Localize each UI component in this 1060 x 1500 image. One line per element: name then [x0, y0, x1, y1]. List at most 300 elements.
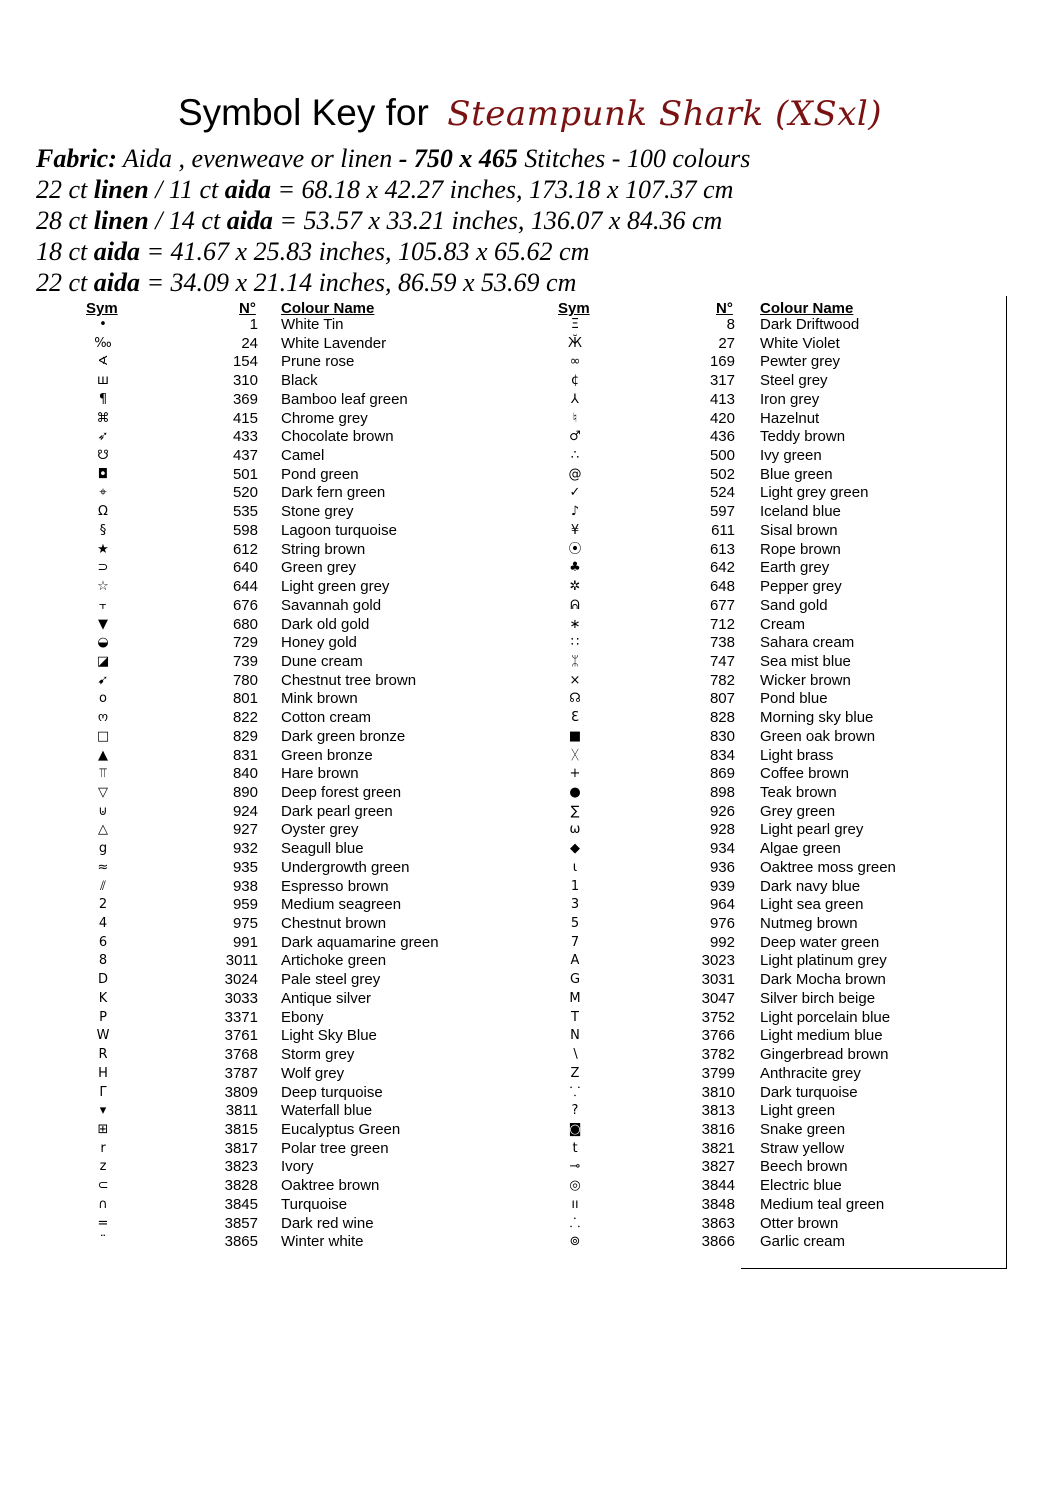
symbol-glyph: ∗: [569, 616, 581, 632]
colour-number: 939: [709, 877, 735, 895]
symbol-glyph: ➹: [97, 672, 109, 688]
symbol-glyph: ⌖: [99, 485, 107, 501]
symbol-glyph: ⸪: [569, 1084, 581, 1100]
colour-name: Iron grey: [760, 390, 820, 408]
symbol-glyph: ⫟: [99, 597, 107, 613]
symbol-glyph: •: [99, 317, 107, 332]
table-row: [0, 634, 1000, 653]
symbol-glyph: ☆: [97, 579, 109, 595]
colour-name: Dark turquoise: [760, 1083, 858, 1101]
symbol-glyph: ♮: [572, 410, 578, 426]
colour-number: 535: [232, 503, 258, 521]
symbol-glyph: z: [99, 1159, 107, 1175]
symbol-glyph: ⊃: [97, 560, 109, 576]
symbol-glyph: ▼: [98, 616, 108, 632]
symbol-glyph: ∷: [570, 635, 580, 651]
colour-name: Pewter grey: [760, 353, 841, 371]
symbol-glyph: ᛯ: [571, 653, 579, 669]
colour-number: 938: [232, 877, 258, 895]
spec-line: [36, 236, 1036, 267]
colour-number: 829: [232, 727, 258, 745]
spec-text: / 11 ct: [148, 175, 225, 204]
colour-number: 831: [232, 746, 258, 764]
spec-line: [36, 174, 1036, 205]
colour-number: 3047: [701, 989, 735, 1007]
spec-text: 22 ct: [36, 175, 94, 204]
colour-name: Chrome grey: [281, 409, 368, 427]
colour-number: 3024: [224, 971, 258, 989]
colour-number: 3813: [701, 1102, 735, 1120]
colour-name: Wolf grey: [281, 1064, 345, 1082]
colour-name: Dark aquamarine green: [281, 933, 439, 951]
pattern-name: Steampunk Shark (XSxl): [447, 94, 883, 134]
table-row: [0, 1215, 1000, 1234]
colour-number: 611: [711, 521, 735, 539]
colour-name: Medium seagreen: [281, 896, 402, 914]
colour-number: 613: [709, 540, 735, 558]
symbol-glyph: ∴: [570, 448, 580, 464]
table-row: [0, 784, 1000, 803]
symbol-glyph: 8: [98, 953, 108, 969]
colour-name: Oaktree brown: [281, 1177, 380, 1195]
table-row: [0, 690, 1000, 709]
colour-number: 924: [232, 802, 258, 820]
colour-number: 927: [232, 821, 258, 839]
spec-line: [36, 267, 1036, 298]
colour-number: 500: [709, 447, 735, 465]
colour-number: 729: [232, 634, 258, 652]
table-row: [0, 1196, 1000, 1215]
colour-number: 680: [232, 615, 258, 633]
colour-number: 24: [241, 334, 258, 352]
spec-text: = 53.57 x 33.21 inches, 136.07 x 84.36 cm: [272, 206, 723, 235]
colour-name: Artichoke green: [281, 952, 387, 970]
colour-name: Dark navy blue: [760, 877, 861, 895]
colour-number: 598: [232, 521, 258, 539]
table-row: [0, 541, 1000, 560]
colour-number: 959: [232, 896, 258, 914]
colour-name: Sahara cream: [760, 634, 855, 652]
sym-header-left: Sym: [86, 300, 118, 317]
table-row: [0, 878, 1000, 897]
colour-name: Light Sky Blue: [281, 1027, 377, 1045]
symbol-glyph: ◘: [97, 466, 109, 482]
spec-text: 22 ct: [36, 268, 94, 297]
colour-name: Dark fern green: [281, 484, 386, 502]
table-row: [0, 934, 1000, 953]
colour-name: Lagoon turquoise: [281, 521, 397, 539]
symbol-glyph: ≈: [97, 859, 109, 875]
colour-number: 934: [709, 840, 735, 858]
colour-name: Garlic cream: [760, 1233, 846, 1251]
table-row: [0, 803, 1000, 822]
colour-number: 3844: [701, 1177, 735, 1195]
symbol-glyph: ●: [569, 785, 581, 800]
symbol-glyph: △: [98, 822, 108, 838]
symbol-glyph: ⅄: [571, 391, 579, 407]
table-row: [0, 372, 1000, 391]
symbol-glyph: 2: [98, 897, 108, 913]
table-row: [0, 1158, 1000, 1177]
symbol-glyph: ⊍: [98, 803, 108, 819]
colour-number: 1: [249, 316, 258, 333]
page-title: [0, 92, 1060, 134]
colour-number: 3865: [224, 1233, 258, 1251]
spec-text: aida: [93, 237, 140, 266]
symbol-glyph: ☋: [97, 448, 109, 464]
colour-number: 3848: [701, 1195, 735, 1213]
colour-number: 642: [709, 559, 735, 577]
colour-name: Winter white: [281, 1233, 364, 1251]
colour-name: Nutmeg brown: [760, 915, 858, 933]
colour-name: Light pearl grey: [760, 821, 864, 839]
colour-number: 3810: [701, 1083, 735, 1101]
colour-name: White Violet: [760, 334, 840, 352]
symbol-glyph: Ξ: [570, 317, 580, 332]
colour-number: 3799: [701, 1064, 735, 1082]
symbol-glyph: ◎: [569, 1178, 581, 1194]
colour-name: Stone grey: [281, 503, 354, 521]
symbol-glyph: =: [97, 1215, 109, 1231]
colour-number: 992: [709, 933, 735, 951]
spec-text: Aida , evenweave or linen: [116, 144, 399, 173]
colour-number: 976: [709, 915, 735, 933]
colour-name: Pale steel grey: [281, 971, 381, 989]
colour-name: Oaktree moss green: [760, 858, 896, 876]
symbol-glyph: ო: [97, 710, 109, 726]
symbol-glyph: ★: [97, 541, 109, 557]
colour-name: Light sea green: [760, 896, 864, 914]
colour-number: 433: [232, 428, 258, 446]
symbol-glyph: K: [98, 990, 108, 1006]
colour-number: 369: [232, 390, 258, 408]
symbol-glyph: o: [99, 691, 107, 707]
colour-number: 932: [232, 840, 258, 858]
table-row: [0, 1046, 1000, 1065]
table-row: [0, 1233, 1000, 1252]
colour-number: 830: [709, 727, 735, 745]
symbol-glyph: ▽: [98, 785, 108, 800]
colour-name: Teddy brown: [760, 428, 846, 446]
colour-name: Honey gold: [281, 634, 357, 652]
colour-name: Chestnut brown: [281, 915, 387, 933]
colour-name: Earth grey: [760, 559, 830, 577]
colour-name: Ebony: [281, 1008, 324, 1026]
colour-name: Oyster grey: [281, 821, 359, 839]
symbol-glyph: ∩: [98, 1196, 108, 1212]
colour-name: Polar tree green: [281, 1139, 389, 1157]
symbol-glyph: ∢: [97, 354, 109, 370]
spec-text: = 41.67 x 25.83 inches, 105.83 x 65.62 cm: [140, 237, 590, 266]
colour-number: 3828: [224, 1177, 258, 1195]
table-row: [0, 672, 1000, 691]
colour-number: 3857: [224, 1214, 258, 1232]
colour-name: Silver birch beige: [760, 989, 876, 1007]
symbol-glyph: ⊂: [97, 1178, 109, 1194]
symbol-glyph: ×: [569, 672, 581, 688]
colour-number: 317: [709, 372, 735, 390]
colour-number: 8: [726, 316, 735, 333]
colour-name: White Lavender: [281, 334, 387, 352]
symbol-glyph: ᚷ: [571, 747, 579, 763]
table-row: [0, 1065, 1000, 1084]
symbol-glyph: +: [569, 766, 581, 782]
colour-number: 935: [232, 858, 258, 876]
table-row: [0, 709, 1000, 728]
colour-number: 3863: [701, 1214, 735, 1232]
colour-name: Eucalyptus Green: [281, 1120, 401, 1138]
sym-header-right: Sym: [558, 300, 590, 317]
symbol-glyph: ω: [569, 822, 581, 838]
colour-name: Camel: [281, 447, 325, 465]
symbol-glyph: T: [571, 1009, 579, 1025]
colour-number: 169: [709, 353, 735, 371]
colour-name: Savannah gold: [281, 596, 382, 614]
symbol-glyph: ⸫: [569, 1215, 581, 1231]
symbol-glyph: ¶: [98, 391, 108, 407]
colour-name: Dark Mocha brown: [760, 971, 886, 989]
colour-name: Prune rose: [281, 353, 355, 371]
table-row: [0, 353, 1000, 372]
colour-name: Steel grey: [760, 372, 828, 390]
colour-number: 3768: [224, 1046, 258, 1064]
symbol-glyph: 3: [570, 897, 580, 913]
symbol-glyph: 7: [570, 934, 580, 950]
colour-name: Sea mist blue: [760, 652, 851, 670]
colour-number: 648: [709, 578, 735, 596]
spec-text: Stitches - 100 colours: [517, 144, 751, 173]
colour-number: 3371: [224, 1008, 258, 1026]
symbol-glyph: ∖: [570, 1047, 580, 1063]
table-row: [0, 1027, 1000, 1046]
table-row: [0, 821, 1000, 840]
colour-number: 869: [709, 765, 735, 783]
symbol-glyph: ⫪: [99, 766, 107, 782]
symbol-glyph: ▲: [98, 747, 108, 763]
colour-name: Electric blue: [760, 1177, 842, 1195]
symbol-glyph: ‰: [94, 335, 112, 351]
colour-number: 612: [232, 540, 258, 558]
symbol-glyph: @: [568, 466, 582, 482]
symbol-glyph: ✓: [569, 485, 581, 501]
symbol-glyph: ⫽: [100, 878, 106, 894]
table-row: [0, 728, 1000, 747]
colour-number: 3011: [225, 952, 258, 970]
symbol-glyph: ⊸: [569, 1159, 581, 1175]
colour-name: Deep forest green: [281, 784, 402, 801]
colour-number: 3817: [224, 1139, 258, 1157]
table-row: [0, 1140, 1000, 1159]
colour-number: 413: [709, 390, 735, 408]
symbol-glyph: N: [570, 1028, 580, 1044]
table-row: [0, 335, 1000, 354]
symbol-glyph: Ω: [98, 504, 108, 520]
colour-name: Wicker brown: [760, 671, 851, 689]
colour-name: Light porcelain blue: [760, 1008, 891, 1026]
symbol-glyph: ⦿: [568, 541, 582, 557]
symbol-glyph: r: [100, 1140, 106, 1156]
symbol-glyph: ✲: [569, 579, 581, 595]
colour-number: 801: [232, 690, 258, 708]
symbol-glyph: 1: [570, 878, 580, 894]
colour-number: 502: [709, 465, 735, 483]
symbol-glyph: 4: [98, 916, 108, 932]
symbol-glyph: ıı: [571, 1196, 579, 1212]
colour-number: 3816: [701, 1120, 735, 1138]
table-row: [0, 559, 1000, 578]
colour-name: Snake green: [760, 1120, 846, 1138]
symbol-glyph: t: [572, 1140, 578, 1156]
colour-number: 926: [709, 802, 735, 820]
table-row: [0, 1102, 1000, 1121]
spec-text: aida: [224, 175, 271, 204]
colour-name: Coffee brown: [760, 765, 849, 783]
symbol-glyph: ■: [568, 728, 582, 744]
colour-name: Waterfall blue: [281, 1102, 373, 1120]
spec-text: linen: [93, 206, 149, 235]
table-row: [0, 1009, 1000, 1028]
colour-name: Hazelnut: [760, 409, 820, 427]
colour-name: Iceland blue: [760, 503, 841, 521]
colour-number: 747: [709, 652, 735, 670]
colour-number: 3845: [224, 1195, 258, 1213]
spec-text: - 750 x 465: [398, 144, 518, 173]
colour-number: 3811: [225, 1102, 258, 1120]
colour-name: Straw yellow: [760, 1139, 845, 1157]
colour-name: Medium teal green: [760, 1195, 885, 1213]
symbol-glyph: Ӂ: [567, 335, 582, 351]
right-border-line: [1006, 296, 1007, 1268]
symbol-glyph: ▾: [99, 1103, 107, 1119]
colour-name: Turquoise: [281, 1195, 348, 1213]
symbol-glyph: ɩ: [572, 859, 578, 875]
colour-name: Sand gold: [760, 596, 828, 614]
colour-name: Black: [281, 372, 318, 390]
table-row: [0, 1084, 1000, 1103]
symbol-glyph: ◪: [96, 653, 110, 669]
colour-name: Grey green: [760, 802, 836, 820]
table-row: [0, 990, 1000, 1009]
table-row: [0, 1121, 1000, 1140]
colour-name: Green oak brown: [760, 727, 876, 745]
symbol-glyph: ➶: [97, 429, 109, 445]
colour-number: 3033: [224, 989, 258, 1007]
colour-name: Light medium blue: [760, 1027, 883, 1045]
symbol-glyph: ◒: [97, 635, 109, 651]
symbol-glyph: A: [570, 953, 580, 969]
table-row: [0, 616, 1000, 635]
symbol-glyph: G: [569, 972, 581, 988]
colour-number: 3815: [224, 1120, 258, 1138]
table-row: [0, 653, 1000, 672]
colour-number: 828: [709, 709, 735, 727]
colour-number: 3809: [224, 1083, 258, 1101]
spec-line: [36, 205, 1036, 236]
symbol-glyph: ◆: [570, 841, 580, 857]
colour-name: Morning sky blue: [760, 709, 874, 727]
table-row: [0, 859, 1000, 878]
table-row: [0, 410, 1000, 429]
table-row: [0, 578, 1000, 597]
colour-number: 437: [232, 447, 258, 465]
colour-name: Rope brown: [760, 540, 841, 558]
colour-number: 991: [232, 933, 258, 951]
spec-line: [36, 143, 1036, 174]
colour-name: Cotton cream: [281, 709, 372, 727]
colour-number: 3823: [224, 1158, 258, 1176]
colour-number: 520: [232, 484, 258, 502]
colour-name: Mink brown: [281, 690, 358, 708]
table-row: [0, 747, 1000, 766]
symbol-glyph: ♪: [570, 504, 580, 520]
symbol-glyph: ∞: [569, 354, 581, 370]
colour-name: Otter brown: [760, 1214, 839, 1232]
colour-number: 420: [709, 409, 735, 427]
table-row: [0, 466, 1000, 485]
colour-name: Antique silver: [281, 989, 372, 1007]
colour-number: 640: [232, 559, 258, 577]
symbol-glyph: R: [98, 1047, 108, 1063]
colour-name: Espresso brown: [281, 877, 389, 895]
bottom-border-line: [741, 1268, 1007, 1269]
symbol-glyph: 6: [98, 934, 108, 950]
colour-number: 964: [709, 896, 735, 914]
colour-number: 3827: [701, 1158, 735, 1176]
colour-number: 780: [232, 671, 258, 689]
spec-text: = 68.18 x 42.27 inches, 173.18 x 107.37 cm: [270, 175, 734, 204]
colour-number: 310: [232, 372, 258, 390]
symbol-glyph: ?: [571, 1103, 579, 1119]
colour-name: Light green: [760, 1102, 836, 1120]
colour-number: 677: [709, 596, 735, 614]
colour-name: Sisal brown: [760, 521, 838, 539]
colour-name: Cream: [760, 615, 806, 633]
symbol-glyph: ⊚: [569, 1234, 581, 1250]
colour-number: 3866: [701, 1233, 735, 1251]
symbol-glyph: ⌘: [96, 410, 110, 426]
symbol-glyph: ¨: [99, 1234, 107, 1250]
spec-text: 18 ct: [36, 237, 94, 266]
colour-number: 597: [709, 503, 735, 521]
colour-name: Teak brown: [760, 784, 837, 801]
num-header-right: N°: [716, 300, 733, 317]
colour-name: Undergrowth green: [281, 858, 410, 876]
colour-name: Dark old gold: [281, 615, 370, 633]
table-row: [0, 952, 1000, 971]
colour-number: 415: [232, 409, 258, 427]
colour-name: Blue green: [760, 465, 833, 483]
colour-name: Seagull blue: [281, 840, 364, 858]
symbol-glyph: M: [569, 990, 581, 1006]
colour-name: Bamboo leaf green: [281, 390, 408, 408]
colour-number: 936: [709, 858, 735, 876]
colour-name: Light brass: [760, 746, 834, 764]
symbol-glyph: Γ: [99, 1084, 107, 1100]
num-header-left: N°: [239, 300, 256, 317]
symbol-glyph: ᕱ: [570, 597, 580, 613]
table-row: [0, 915, 1000, 934]
symbol-glyph: §: [99, 522, 107, 538]
table-row: [0, 447, 1000, 466]
colour-name: Pond blue: [760, 690, 828, 708]
colour-number: 676: [232, 596, 258, 614]
colour-name: Dark red wine: [281, 1214, 374, 1232]
colour-number: 840: [232, 765, 258, 783]
colour-number: 501: [232, 465, 258, 483]
colour-name: Dune cream: [281, 652, 363, 670]
colour-number: 928: [709, 821, 735, 839]
colour-name: String brown: [281, 540, 366, 558]
